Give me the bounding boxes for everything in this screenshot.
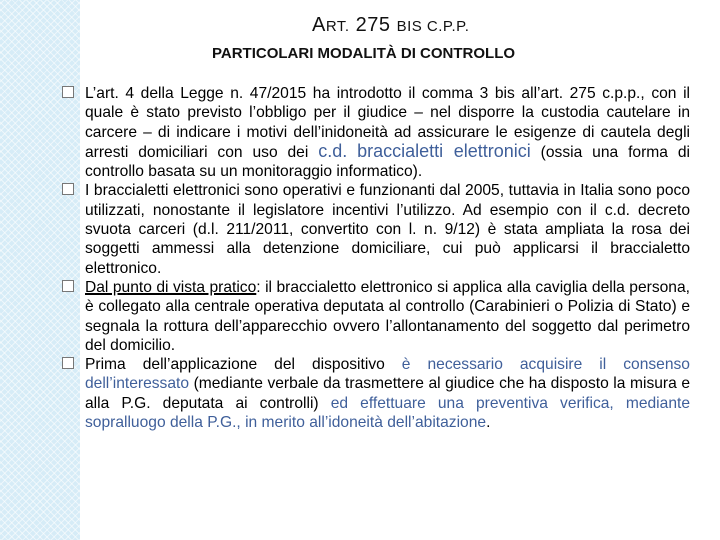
title-suffix: BIS C.P.P. xyxy=(396,18,470,35)
underlined-lead: Dal punto di vista pratico xyxy=(85,278,257,296)
bullet-box-icon xyxy=(62,357,74,369)
slide-subtitle: PARTICOLARI MODALITÀ DI CONTROLLO xyxy=(212,45,516,62)
bullet-box-icon xyxy=(62,86,74,98)
bullet-box-icon xyxy=(62,280,74,292)
title-article-number: 275 xyxy=(355,14,391,36)
bullet-item-2: I braccialetti elettronici sono operativi e funzionanti dal 2005, tuttavia in Italia sono poco utilizzati, nonostante il legislatore incentivi l’utilizzo. Ad esempio con il c.d. decreto svuota carceri (d.l. 211/2011, convertito con l. n. 9/12) è stata ampliata la rosa dei soggetti ammessi alla detenzione domiciliare, cui può applicarsi il braccialetto elettronico. xyxy=(62,181,690,277)
bullet-item-3: Dal punto di vista pratico: il braccialetto elettronico si applica alla caviglia della persona, è collegato alla centrale operativa deputata al controllo (Carabinieri o Polizia di Stato) e segnala la rottura dell’apparecchio ovvero l’allontanamento del soggetto dal perimetro del domicilio. xyxy=(62,278,690,355)
bullet-box-icon xyxy=(62,183,74,195)
bullet-list xyxy=(62,84,690,432)
highlight-consenso: è necessario acquisire il consenso dell’interessato xyxy=(85,356,690,393)
highlight-verifica: ed effettuare una preventiva verifica, mediante sopralluogo della P.G., in merito all’idoneità dell’abitazione xyxy=(85,394,690,432)
title-prefix-initial: A xyxy=(312,14,326,36)
title-prefix-rest: RT. xyxy=(325,18,350,35)
highlight-braccialetti: braccialetti elettronici xyxy=(357,140,531,161)
bullet-item-1: L’art. 4 della Legge n. 47/2015 ha introdotto il comma 3 bis all’art. 275 c.p.p., con il quale è stato previsto l’obbligo per il giudice – nel disporre la custodia cautelare in carcere – di indicare i motivi dell’inidoneità ad assicurare le esigenze di cautela degli arresti domiciliari con uso dei c.d. braccialetti elettronici (ossia una forma di controllo basata su un monitoraggio informatico). xyxy=(62,84,690,181)
highlight-cd: c.d. xyxy=(318,140,348,161)
slide-title xyxy=(312,14,672,37)
bullet-item-4: Prima dell’applicazione del dispositivo è necessario acquisire il consenso dell’interessato (mediante verbale da trasmettere al giudice che ha disposto la misura e alla P.G. deputata ai controlli) ed effettuare una preventiva verifica, mediante sopralluogo della P.G., in merito all’idoneità dell’abitazione. xyxy=(62,355,690,432)
